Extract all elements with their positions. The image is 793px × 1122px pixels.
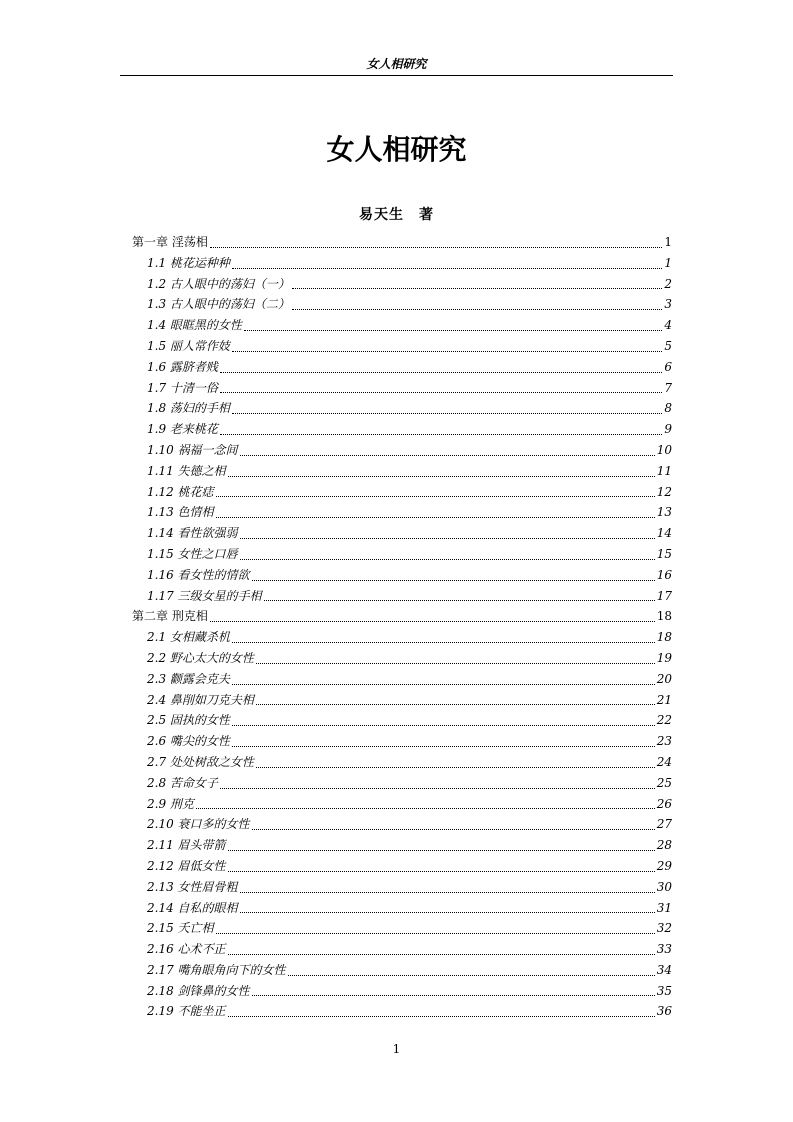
toc-dot-leader	[240, 911, 655, 913]
toc-section-entry[interactable]	[132, 482, 672, 503]
toc-dot-leader	[232, 641, 655, 643]
toc-entry-page: 15	[656, 546, 672, 561]
toc-entry-page: 27	[656, 817, 672, 832]
toc-dot-leader	[256, 662, 655, 664]
toc-section-entry[interactable]	[132, 336, 672, 357]
toc-dot-leader	[252, 994, 655, 996]
toc-entry-label: 2.16 心术不正	[147, 942, 226, 957]
toc-dot-leader	[216, 516, 655, 518]
toc-dot-leader	[256, 766, 655, 768]
toc-dot-leader	[252, 828, 655, 830]
toc-entry-label: 2.6 嘴尖的女性	[147, 734, 230, 749]
toc-entry-page: 21	[656, 692, 672, 707]
toc-dot-leader	[216, 495, 655, 497]
toc-entry-page: 3	[664, 297, 672, 312]
toc-entry-label: 2.5 固执的女性	[147, 713, 230, 728]
toc-dot-leader	[288, 974, 655, 976]
table-of-contents	[132, 232, 672, 1022]
toc-entry-page: 1	[664, 235, 672, 249]
toc-entry-page: 25	[656, 775, 672, 790]
toc-entry-label: 2.9 刑克	[147, 796, 194, 811]
toc-section-entry[interactable]	[132, 502, 672, 523]
header-rule	[120, 75, 673, 76]
toc-entry-label: 2.12 眉低女性	[147, 858, 226, 873]
toc-entry-label: 2.8 苦命女子	[147, 775, 218, 790]
toc-section-entry[interactable]	[132, 773, 672, 794]
toc-section-entry[interactable]	[132, 294, 672, 315]
toc-entry-label: 第二章 刑克相	[132, 609, 208, 624]
toc-dot-leader	[232, 412, 662, 414]
toc-dot-leader	[252, 579, 655, 581]
toc-section-entry[interactable]	[132, 752, 672, 773]
toc-section-entry[interactable]	[132, 898, 672, 919]
toc-entry-page: 4	[664, 318, 672, 333]
toc-entry-page: 30	[656, 879, 672, 894]
toc-entry-page: 13	[656, 505, 672, 520]
toc-dot-leader	[232, 267, 662, 269]
toc-dot-leader	[256, 703, 655, 705]
toc-entry-label: 1.17 三级女星的手相	[147, 588, 262, 603]
toc-section-entry[interactable]	[132, 918, 672, 939]
toc-dot-leader	[228, 1015, 655, 1017]
toc-entry-page: 6	[664, 359, 672, 374]
toc-entry-label: 1.1 桃花运种种	[147, 255, 230, 270]
toc-section-entry[interactable]	[132, 981, 672, 1002]
toc-entry-label: 1.10 祸福一念间	[147, 442, 238, 457]
toc-dot-leader	[240, 558, 655, 560]
toc-section-entry[interactable]	[132, 648, 672, 669]
toc-section-entry[interactable]	[132, 565, 672, 586]
toc-section-entry[interactable]	[132, 710, 672, 731]
toc-entry-page: 2	[664, 276, 672, 291]
toc-section-entry[interactable]	[132, 544, 672, 565]
toc-entry-page: 5	[664, 338, 672, 353]
toc-dot-leader	[292, 287, 662, 289]
toc-entry-page: 24	[656, 754, 672, 769]
toc-entry-label: 1.14 看性欲强弱	[147, 526, 238, 541]
toc-entry-label: 1.7 十清一俗	[147, 380, 218, 395]
toc-section-entry[interactable]	[132, 586, 672, 607]
toc-entry-page: 29	[656, 858, 672, 873]
toc-entry-label: 1.16 看女性的情欲	[147, 567, 250, 582]
toc-entry-page: 1	[664, 255, 672, 270]
toc-entry-page: 23	[656, 734, 672, 749]
toc-entry-label: 2.14 自私的眼相	[147, 900, 238, 915]
toc-entry-page: 31	[656, 900, 672, 915]
toc-section-entry[interactable]	[132, 1001, 672, 1022]
toc-entry-label: 2.15 夭亡相	[147, 921, 214, 936]
toc-entry-page: 18	[656, 609, 672, 624]
toc-entry-page: 34	[656, 962, 672, 977]
toc-section-entry[interactable]	[132, 794, 672, 815]
running-header: 女人相研究	[366, 57, 427, 71]
toc-section-entry[interactable]	[132, 814, 672, 835]
toc-entry-label: 1.5 丽人常作妓	[147, 338, 230, 353]
toc-dot-leader	[210, 620, 655, 622]
toc-entry-page: 16	[656, 567, 672, 582]
toc-section-entry[interactable]	[132, 690, 672, 711]
toc-section-entry[interactable]	[132, 731, 672, 752]
toc-entry-label: 1.2 古人眼中的荡妇（一）	[147, 276, 290, 291]
toc-entry-page: 32	[656, 921, 672, 936]
toc-dot-leader	[220, 787, 655, 789]
toc-entry-page: 10	[656, 442, 672, 457]
toc-section-entry[interactable]	[132, 274, 672, 295]
toc-dot-leader	[240, 537, 655, 539]
toc-section-entry[interactable]	[132, 398, 672, 419]
toc-section-entry[interactable]	[132, 419, 672, 440]
toc-dot-leader	[232, 683, 655, 685]
toc-section-entry[interactable]	[132, 315, 672, 336]
toc-entry-page: 35	[656, 983, 672, 998]
toc-entry-page: 11	[656, 463, 672, 478]
toc-entry-label: 2.10 衰口多的女性	[147, 817, 250, 832]
toc-entry-label: 第一章 淫荡相	[132, 235, 208, 249]
toc-entry-label: 2.7 处处树敌之女性	[147, 754, 254, 769]
toc-section-entry[interactable]	[132, 357, 672, 378]
toc-entry-page: 12	[656, 484, 672, 499]
toc-entry-label: 1.3 古人眼中的荡妇（二）	[147, 297, 290, 312]
toc-entry-page: 19	[656, 650, 672, 665]
toc-dot-leader	[232, 745, 655, 747]
toc-dot-leader	[264, 599, 655, 601]
toc-section-entry[interactable]	[132, 440, 672, 461]
toc-entry-page: 7	[664, 380, 672, 395]
toc-dot-leader	[240, 454, 655, 456]
toc-entry-label: 2.11 眉头带箭	[147, 838, 226, 853]
toc-entry-label: 2.13 女性眉骨粗	[147, 879, 238, 894]
toc-dot-leader	[228, 475, 655, 477]
toc-dot-leader	[240, 891, 655, 893]
toc-entry-page: 33	[656, 942, 672, 957]
toc-entry-label: 1.8 荡妇的手相	[147, 401, 230, 416]
toc-dot-leader	[196, 807, 655, 809]
toc-section-entry[interactable]	[132, 669, 672, 690]
toc-section-entry[interactable]	[132, 253, 672, 274]
toc-dot-leader	[220, 433, 662, 435]
toc-entry-label: 1.4 眼眶黑的女性	[147, 318, 242, 333]
toc-entry-page: 28	[656, 838, 672, 853]
toc-dot-leader	[220, 371, 662, 373]
toc-dot-leader	[232, 724, 655, 726]
toc-entry-label: 1.15 女性之口唇	[147, 546, 238, 561]
toc-entry-label: 2.2 野心太大的女性	[147, 650, 254, 665]
toc-dot-leader	[210, 246, 663, 248]
toc-entry-page: 17	[656, 588, 672, 603]
toc-entry-label: 2.4 鼻削如刀克夫相	[147, 692, 254, 707]
toc-entry-label: 1.11 失德之相	[147, 463, 226, 478]
toc-dot-leader	[292, 308, 662, 310]
toc-section-entry[interactable]	[132, 835, 672, 856]
toc-section-entry[interactable]	[132, 627, 672, 648]
toc-dot-leader	[220, 391, 662, 393]
toc-dot-leader	[228, 953, 655, 955]
toc-entry-label: 2.17 嘴角眼角向下的女性	[147, 962, 286, 977]
toc-chapter-entry[interactable]	[132, 606, 672, 627]
toc-entry-page: 14	[656, 526, 672, 541]
toc-dot-leader	[244, 329, 662, 331]
toc-entry-page: 22	[656, 713, 672, 728]
toc-entry-label: 1.6 露脐者贱	[147, 359, 218, 374]
toc-entry-label: 2.1 女相藏杀机	[147, 630, 230, 645]
toc-entry-page: 9	[664, 422, 672, 437]
toc-entry-page: 8	[664, 401, 672, 416]
toc-entry-label: 1.12 桃花痣	[147, 484, 214, 499]
toc-entry-label: 1.9 老来桃花	[147, 422, 218, 437]
toc-section-entry[interactable]	[132, 461, 672, 482]
toc-entry-page: 20	[656, 671, 672, 686]
toc-entry-page: 18	[656, 630, 672, 645]
toc-entry-label: 1.13 色情相	[147, 505, 214, 520]
toc-section-entry[interactable]	[132, 523, 672, 544]
document-title: 女人相研究	[326, 133, 467, 166]
page-number: 1	[392, 1042, 401, 1056]
toc-chapter-entry[interactable]	[132, 232, 672, 253]
toc-entry-label: 2.18 剑锋鼻的女性	[147, 983, 250, 998]
toc-entry-label: 2.19 不能坐正	[147, 1004, 226, 1019]
toc-section-entry[interactable]	[132, 378, 672, 399]
toc-entry-label: 2.3 颧露会克夫	[147, 671, 230, 686]
toc-section-entry[interactable]	[132, 856, 672, 877]
toc-entry-page: 36	[656, 1004, 672, 1019]
toc-dot-leader	[228, 849, 655, 851]
toc-dot-leader	[232, 350, 662, 352]
toc-dot-leader	[216, 932, 655, 934]
toc-dot-leader	[228, 870, 655, 872]
toc-section-entry[interactable]	[132, 877, 672, 898]
author-line: 易天生 著	[359, 207, 434, 223]
toc-entry-page: 26	[656, 796, 672, 811]
toc-section-entry[interactable]	[132, 939, 672, 960]
toc-section-entry[interactable]	[132, 960, 672, 981]
